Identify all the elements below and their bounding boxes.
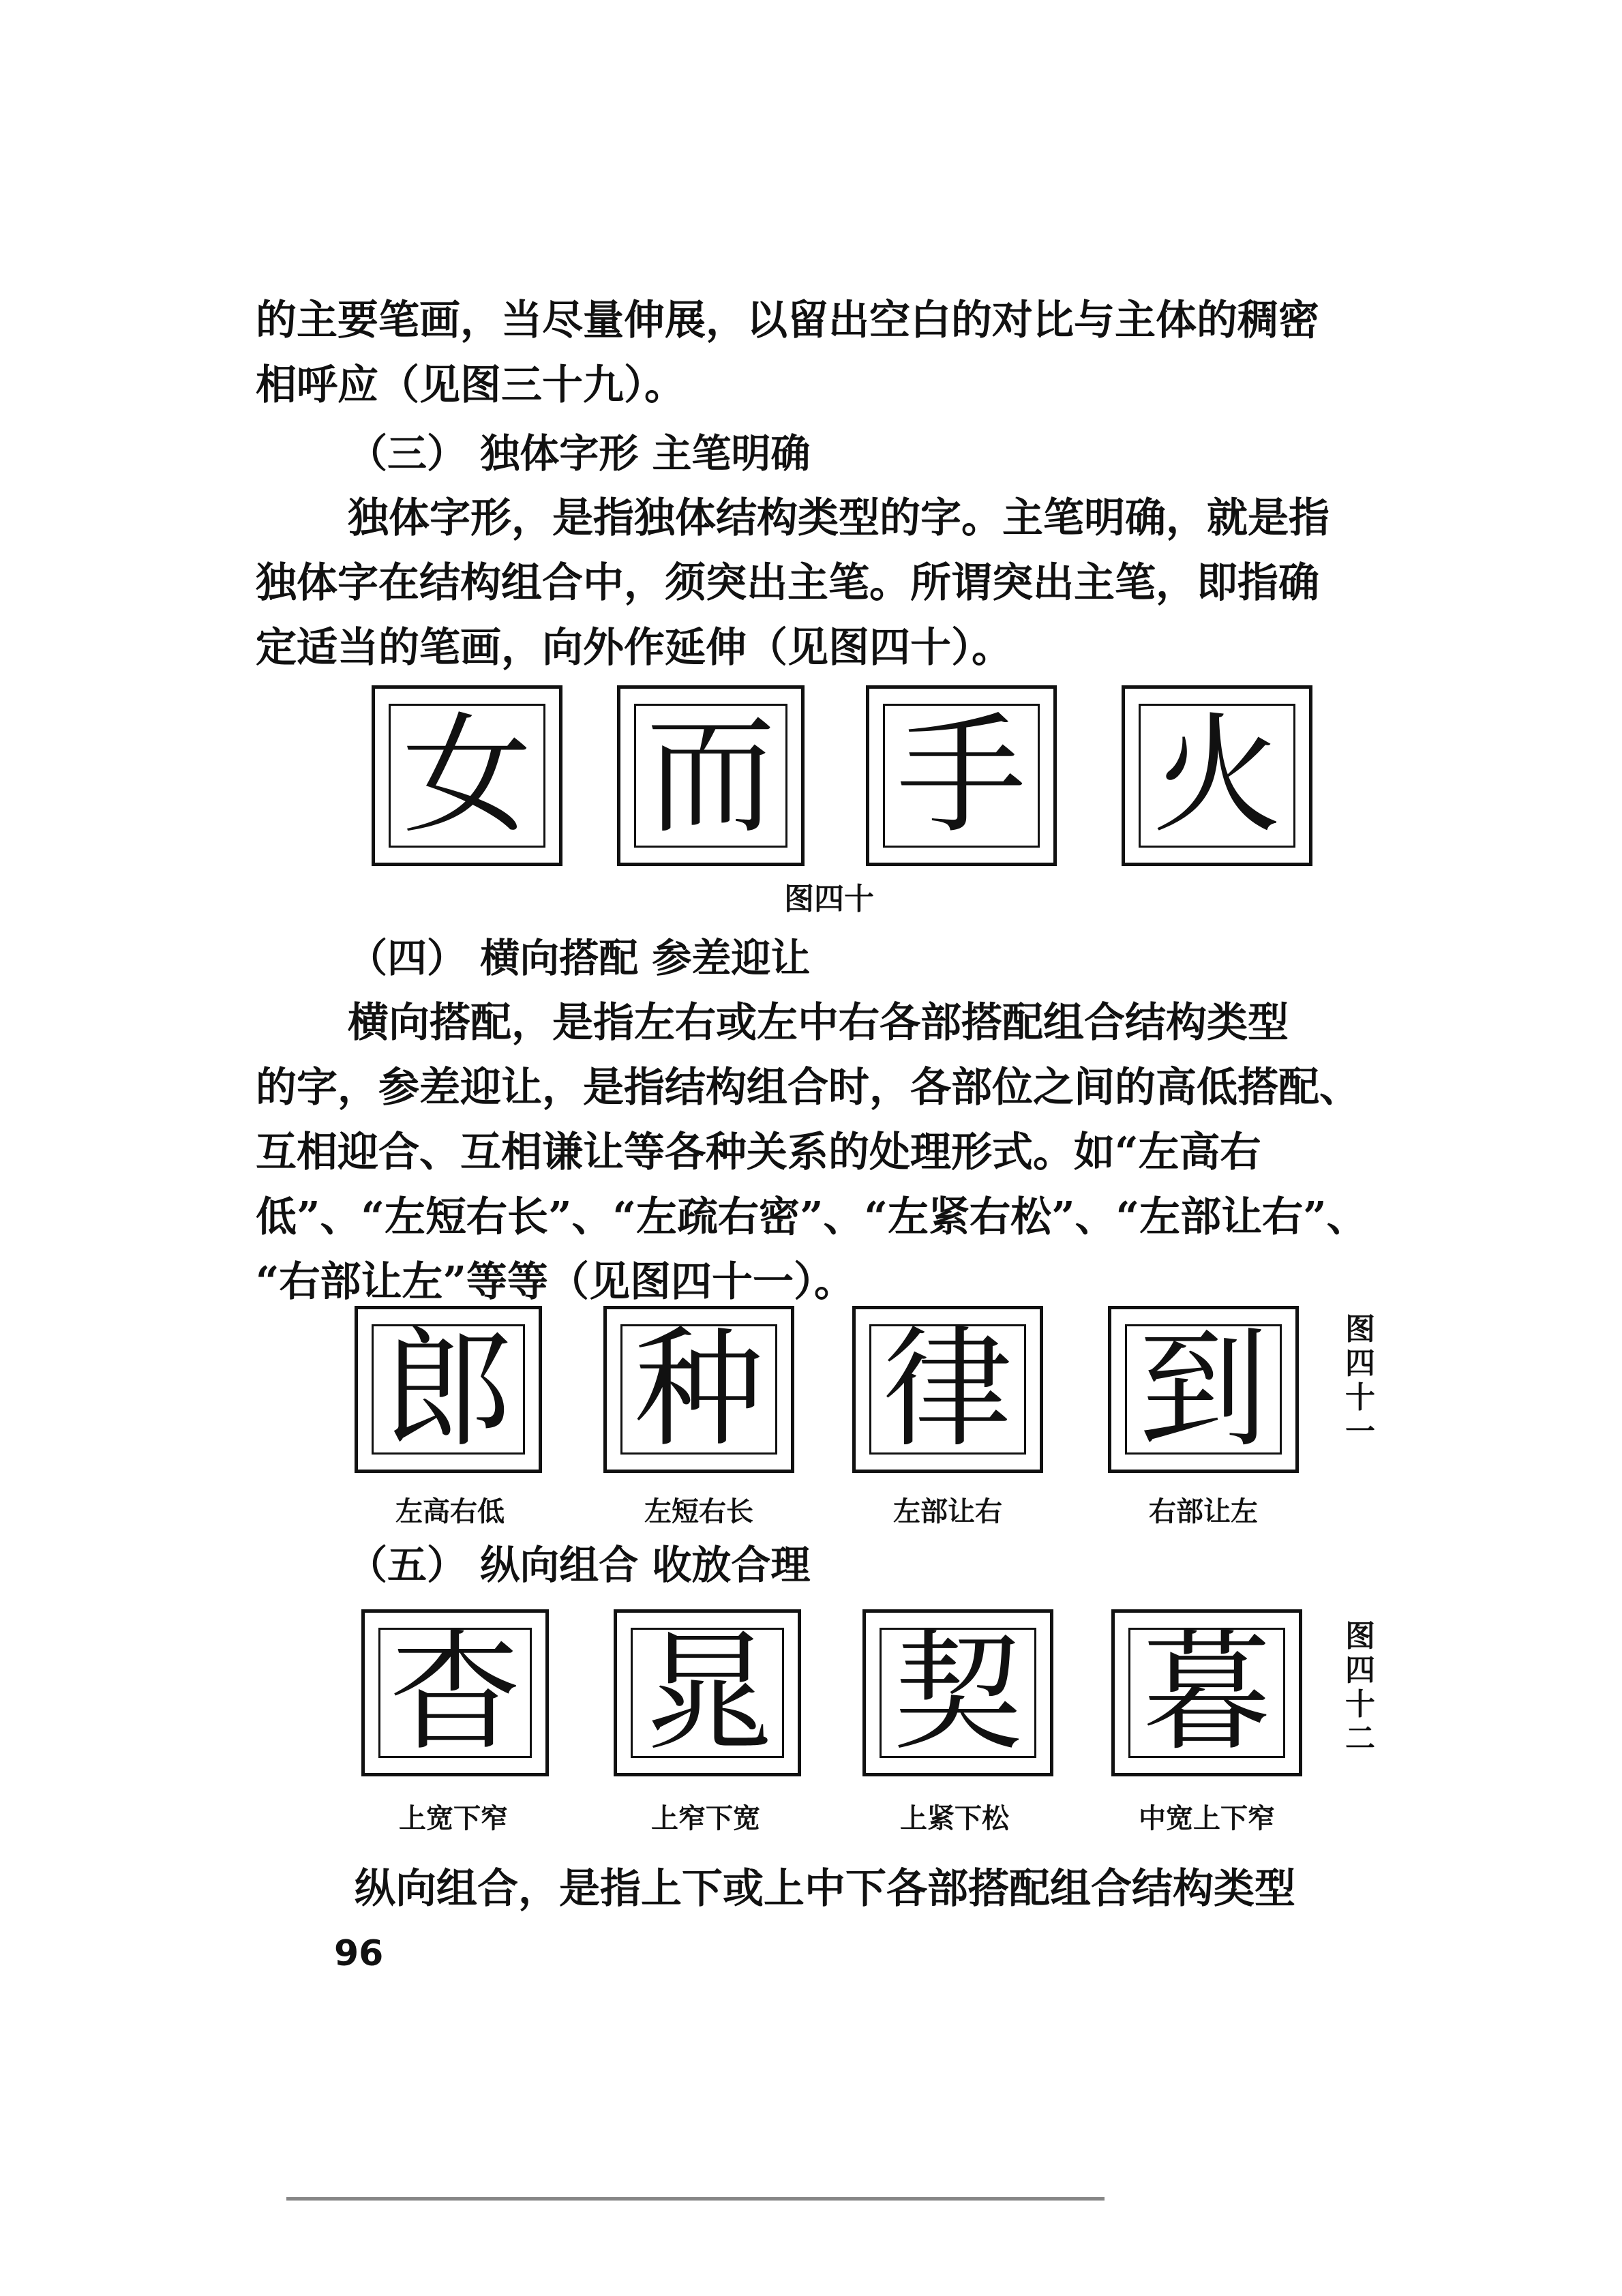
character-box xyxy=(617,685,805,866)
character-glyph: 郎 xyxy=(383,1313,513,1465)
paragraph-line: 的字，参差迎让，是指结构组合时，各部位之间的高低搭配、 xyxy=(256,1064,1360,1112)
figure-label: 左短右长 xyxy=(644,1495,753,1527)
character-box xyxy=(614,1609,801,1776)
paragraph-line: 的主要笔画，当尽量伸展，以留出空白的对比与主体的稠密 xyxy=(256,297,1319,344)
character-box xyxy=(355,1306,542,1473)
paragraph-line: 纵向组合，是指上下或上中下各部搭配组合结构类型 xyxy=(355,1865,1295,1913)
section-heading: （五） 纵向组合 收放合理 xyxy=(348,1542,811,1588)
character-box xyxy=(852,1306,1043,1473)
scan-rule xyxy=(286,2197,1105,2201)
character-glyph: 到 xyxy=(1138,1313,1268,1465)
figure-caption: 图四十 xyxy=(784,882,874,916)
paragraph-line: 定适当的笔画，向外作延伸（见图四十）。 xyxy=(256,624,1012,672)
character-glyph: 而 xyxy=(646,700,776,851)
paragraph-line: “右部让左”等等（见图四十一）。 xyxy=(256,1258,856,1306)
character-glyph: 杳 xyxy=(390,1617,520,1768)
character-glyph: 晁 xyxy=(642,1617,772,1768)
character-box xyxy=(372,685,562,866)
figure-label: 左高右低 xyxy=(395,1495,505,1527)
paragraph-line: 独体字形，是指独体结构类型的字。主笔明确，就是指 xyxy=(348,494,1330,542)
character-glyph: 契 xyxy=(892,1617,1023,1768)
character-glyph: 暮 xyxy=(1141,1617,1272,1768)
caption-char: 一 xyxy=(1345,1414,1375,1449)
figure-label: 上宽下窄 xyxy=(399,1802,508,1834)
figure-caption-vertical xyxy=(1343,1620,1377,1756)
caption-char: 十 xyxy=(1345,1380,1375,1415)
figure-label: 上紧下松 xyxy=(900,1802,1009,1834)
figure-label: 中宽上下窄 xyxy=(1139,1802,1275,1834)
caption-char: 图 xyxy=(1345,1619,1375,1654)
character-box xyxy=(603,1306,794,1473)
caption-char: 二 xyxy=(1345,1721,1375,1756)
caption-char: 四 xyxy=(1345,1346,1375,1381)
character-box xyxy=(1111,1609,1302,1776)
figure-label: 上窄下宽 xyxy=(651,1802,760,1834)
character-box xyxy=(1108,1306,1299,1473)
figure-label: 左部让右 xyxy=(893,1495,1002,1527)
character-glyph: 律 xyxy=(882,1313,1012,1465)
section-heading: （三） 独体字形 主笔明确 xyxy=(348,430,811,477)
caption-char: 十 xyxy=(1345,1687,1375,1722)
paragraph-line: 横向搭配，是指左右或左中右各部搭配组合结构类型 xyxy=(348,999,1289,1047)
paragraph-line: 互相迎合、互相谦让等各种关系的处理形式。如“左高右 xyxy=(256,1129,1261,1176)
figure-caption-vertical xyxy=(1343,1313,1377,1449)
character-glyph: 女 xyxy=(402,700,532,851)
character-box xyxy=(1122,685,1312,866)
caption-char: 图 xyxy=(1345,1312,1375,1347)
character-box xyxy=(866,685,1057,866)
character-glyph: 火 xyxy=(1152,700,1282,851)
caption-char: 四 xyxy=(1345,1653,1375,1688)
paragraph-line: 独体字在结构组合中，须突出主笔。所谓突出主笔，即指确 xyxy=(256,559,1319,607)
character-glyph: 手 xyxy=(896,700,1026,851)
page-number: 96 xyxy=(334,1933,384,1974)
paragraph-line: 低”、“左短右长”、“左疏右密”、“左紧右松”、“左部让右”、 xyxy=(256,1193,1368,1241)
character-box xyxy=(862,1609,1053,1776)
section-heading: （四） 横向搭配 参差迎让 xyxy=(348,935,811,981)
character-glyph: 种 xyxy=(633,1313,764,1465)
character-box xyxy=(361,1609,549,1776)
figure-label: 右部让左 xyxy=(1149,1495,1258,1527)
paragraph-line: 相呼应（见图三十九）。 xyxy=(256,361,685,409)
